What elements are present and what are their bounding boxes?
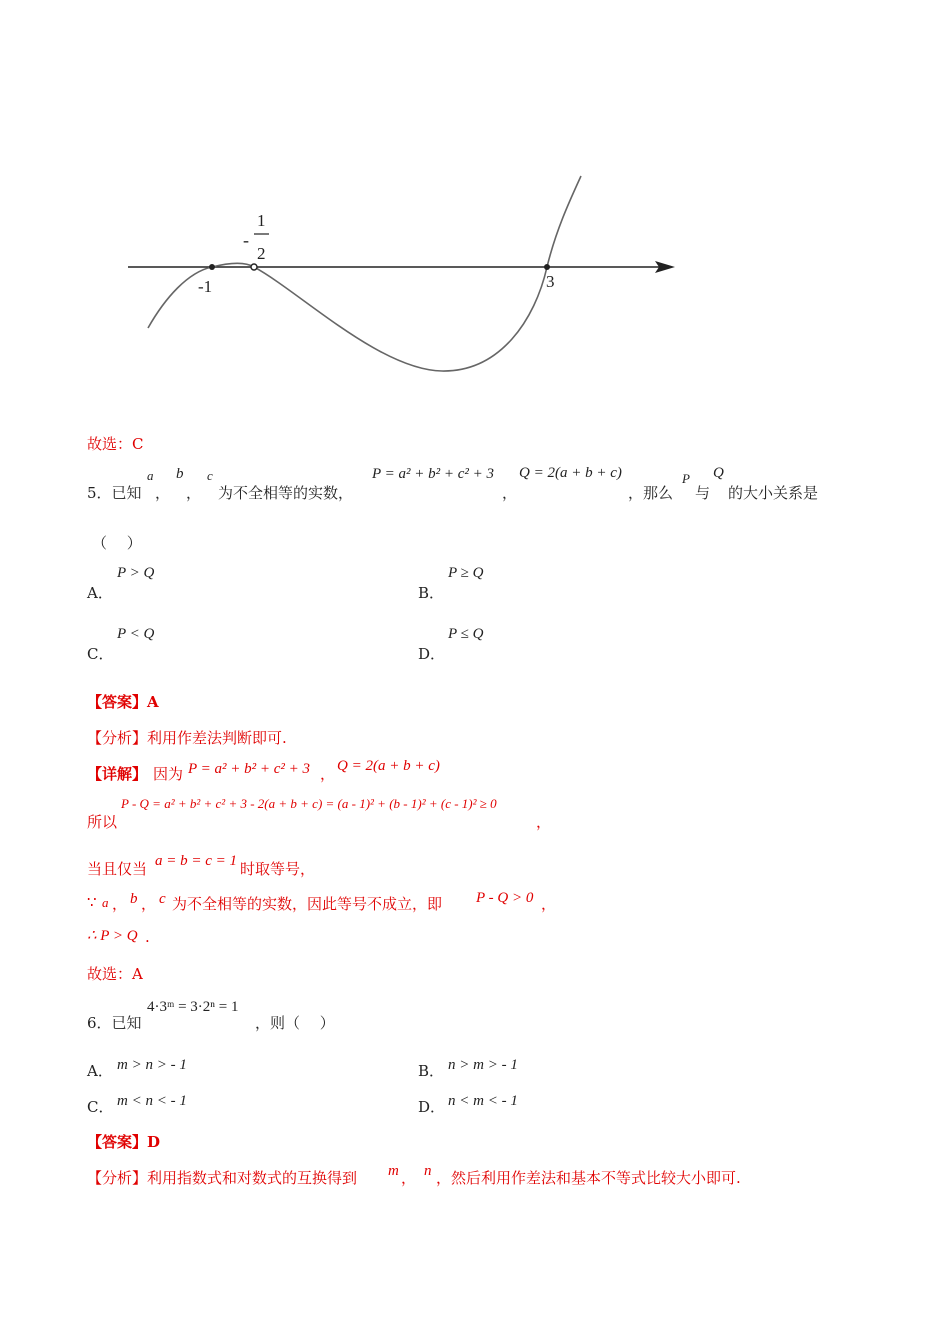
q5-so-label: 所以 <box>87 813 118 831</box>
label-half-denominator: 2 <box>257 244 266 263</box>
q5-comma1: ， <box>155 484 171 502</box>
q5-option-b-letter: B． <box>418 584 445 602</box>
q5-var-c: c <box>207 468 213 483</box>
q5-because-c: c <box>159 891 166 907</box>
critical-point-neg-half <box>251 264 257 270</box>
q5-therefore: ∴ P > Q <box>87 928 138 944</box>
q6-option-d-letter: D． <box>418 1098 446 1116</box>
q5-stem-mid: 为不全相等的实数， <box>218 484 354 502</box>
q5-option-d-expr: P ≤ Q <box>448 626 484 642</box>
q6-var-m: m <box>388 1163 399 1179</box>
q5-detail-text: 因为 <box>153 765 184 783</box>
q6-answer: 【答案】D <box>87 1133 161 1151</box>
q5-option-a-expr: P > Q <box>117 565 155 581</box>
q5-stem-and: 与 <box>695 484 711 502</box>
label-half-numerator: 1 <box>257 211 266 230</box>
q6-option-b-letter: B． <box>418 1062 445 1080</box>
q6-analysis-suffix: ，然后利用作差法和基本不等式比较大小即可. <box>436 1169 741 1187</box>
q5-equal-prefix: 当且仅当 <box>87 860 148 878</box>
q5-detail-label: 【详解】 <box>87 765 148 783</box>
q5-because-b: b <box>130 891 138 907</box>
q6-option-a-letter: A． <box>87 1062 113 1080</box>
q5-option-c-letter: C． <box>87 645 114 663</box>
q5-because-comma1: ， <box>112 895 128 913</box>
q5-because-expr: P - Q > 0 <box>476 890 534 906</box>
q5-answer-paren: （ ） <box>92 534 142 552</box>
q5-equal-suffix: 时取等号， <box>240 860 316 878</box>
q6-analysis-prefix: 【分析】利用指数式和对数式的互换得到 <box>87 1169 358 1187</box>
q5-because-comma2: ， <box>141 895 157 913</box>
q5-var-P: P <box>682 471 690 486</box>
q4-conclusion: 故选：C <box>87 435 144 453</box>
q5-because-a: a <box>102 895 109 910</box>
q5-analysis: 【分析】利用作差法判断即可. <box>87 729 287 747</box>
q5-because-end: ， <box>541 895 557 913</box>
label-three: 3 <box>546 272 555 291</box>
q5-because-text: 为不全相等的实数，因此等号不成立，即 <box>172 895 443 913</box>
q6-option-a-expr: m > n > - 1 <box>117 1057 187 1073</box>
q5-var-b: b <box>176 466 184 482</box>
label-minus: - <box>243 230 249 250</box>
q5-comma2: ， <box>186 484 202 502</box>
q5-option-c-expr: P < Q <box>117 626 155 642</box>
q5-var-Q: Q <box>713 465 724 481</box>
q5-option-d-letter: D． <box>418 645 446 663</box>
q6-option-c-letter: C． <box>87 1098 114 1116</box>
q5-Q-definition: Q = 2(a + b + c) <box>519 465 622 481</box>
q5-comma3: ， <box>502 484 518 502</box>
q6-option-b-expr: n > m > - 1 <box>448 1057 518 1073</box>
q5-so-end: ， <box>536 813 552 831</box>
q6-stem-expr: 4·3ᵐ = 3·2ⁿ = 1 <box>147 999 239 1015</box>
q5-option-a-letter: A． <box>87 584 113 602</box>
q5-detail-Q: Q = 2(a + b + c) <box>337 758 440 774</box>
q6-option-c-expr: m < n < - 1 <box>117 1093 187 1109</box>
q6-stem-prefix: 6．已知 <box>87 1014 142 1032</box>
q5-stem-prefix: 5．已知 <box>87 484 142 502</box>
root-point-three <box>544 264 550 270</box>
q6-option-d-expr: n < m < - 1 <box>448 1093 518 1109</box>
q5-option-b-expr: P ≥ Q <box>448 565 484 581</box>
cubic-function-graph <box>0 0 950 400</box>
q5-detail-P: P = a² + b² + c² + 3 <box>188 761 311 777</box>
q5-because-symbol: ∵ <box>87 893 97 911</box>
q5-therefore-end: . <box>145 928 150 946</box>
q5-detail-comma: ， <box>320 765 336 783</box>
q5-var-a: a <box>147 468 154 483</box>
q6-var-n: n <box>424 1163 432 1179</box>
q5-conclusion: 故选：A <box>87 965 143 983</box>
q5-P-definition: P = a² + b² + c² + 3 <box>372 466 495 482</box>
q5-stem-then: ，那么 <box>628 484 674 502</box>
q5-equal-expr: a = b = c = 1 <box>155 853 238 869</box>
q6-stem-end: ，则（ ） <box>255 1014 335 1032</box>
label-neg-one: -1 <box>198 277 213 296</box>
root-point-neg-one <box>209 264 215 270</box>
q5-stem-end: 的大小关系是 <box>728 484 819 502</box>
q5-so-expression: P - Q = a² + b² + c² + 3 - 2(a + b + c) = (a - 1)² + (b - 1)² + (c - 1)² ≥ 0 <box>121 796 497 811</box>
q5-answer: 【答案】A <box>87 693 159 711</box>
q6-analysis-comma: ， <box>401 1169 417 1187</box>
function-curve <box>148 176 581 371</box>
